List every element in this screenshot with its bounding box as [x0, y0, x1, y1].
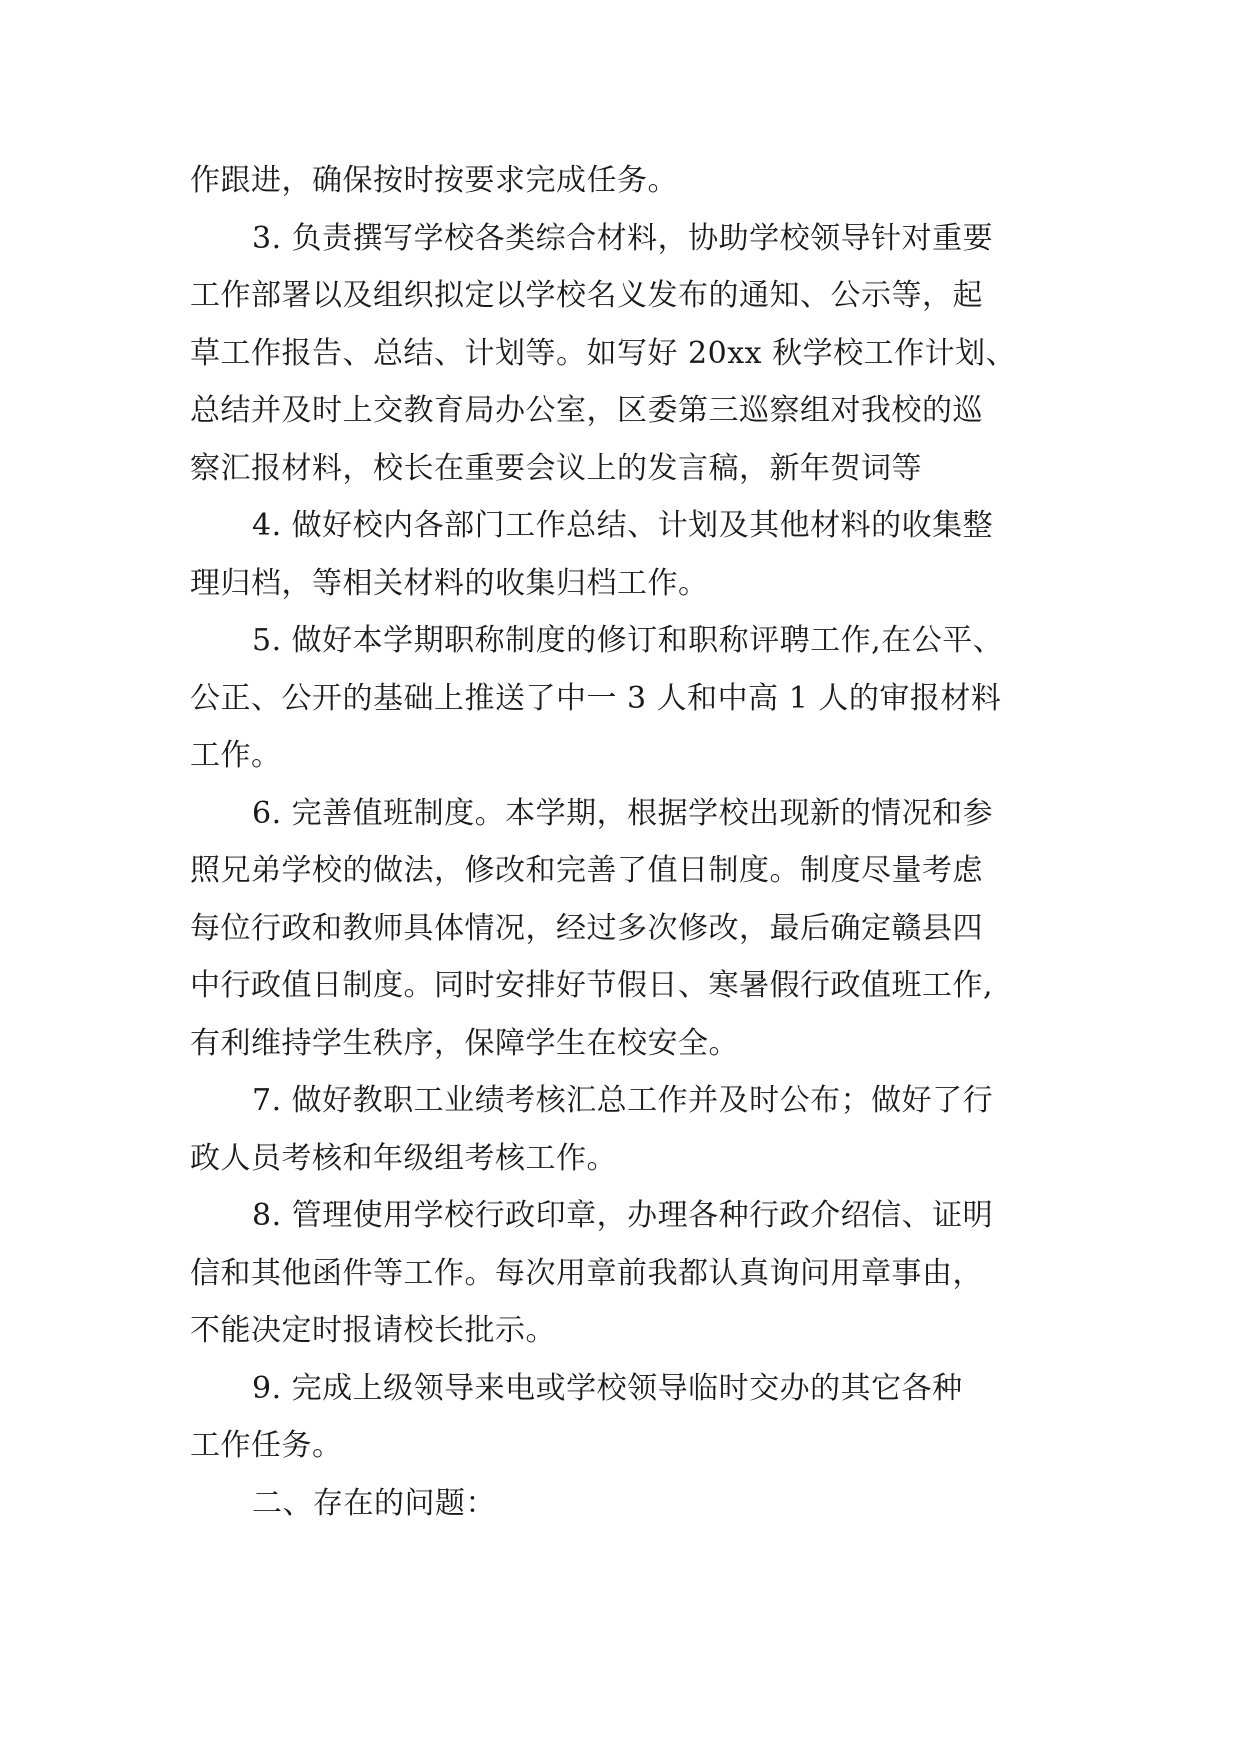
text-line: 草工作报告、总结、计划等。如写好 20xx 秋学校工作计划、 — [190, 335, 1017, 371]
text-line: 作跟进，确保按时按要求完成任务。 — [190, 163, 678, 198]
text-line: 公正、公开的基础上推送了中一 3 人和中高 1 人的审报材料 — [190, 680, 1002, 716]
paragraph-item-5 — [190, 612, 1050, 785]
heading-text: 二、存在的问题： — [252, 1485, 496, 1521]
text-line: 8. 管理使用学校行政印章，办理各种行政介绍信、证明 — [252, 1198, 994, 1233]
paragraph-item-7 — [190, 1072, 1050, 1187]
paragraph-item-8 — [190, 1187, 1050, 1360]
text-line: 政人员考核和年级组考核工作。 — [190, 1140, 617, 1176]
text-line: 信和其他函件等工作。每次用章前我都认真询问用章事由， — [190, 1255, 983, 1291]
paragraph-item-6 — [190, 785, 1050, 1073]
text-line: 工作任务。 — [190, 1428, 343, 1463]
text-line: 不能决定时报请校长批示。 — [190, 1313, 556, 1348]
text-line: 4. 做好校内各部门工作总结、计划及其他材料的收集整 — [252, 508, 994, 543]
text-line: 有利维持学生秩序，保障学生在校安全。 — [190, 1025, 739, 1061]
text-line: 5. 做好本学期职称制度的修订和职称评聘工作,在公平、 — [252, 623, 1004, 658]
text-line: 7. 做好教职工业绩考核汇总工作并及时公布；做好了行 — [252, 1083, 994, 1118]
text-line: 察汇报材料，校长在重要会议上的发言稿，新年贺词等 — [190, 450, 922, 486]
text-line: 6. 完善值班制度。本学期，根据学校出现新的情况和参 — [252, 795, 994, 831]
text-line: 9. 完成上级领导来电或学校领导临时交办的其它各种 — [252, 1370, 963, 1406]
text-line: 3. 负责撰写学校各类综合材料，协助学校领导针对重要 — [252, 220, 994, 256]
text-line: 理归档，等相关材料的收集归档工作。 — [190, 565, 709, 601]
text-line: 工作部署以及组织拟定以学校名义发布的通知、公示等，起 — [190, 278, 983, 313]
text-line: 照兄弟学校的做法，修改和完善了值日制度。制度尽量考虑 — [190, 853, 983, 888]
section-heading — [190, 1475, 1050, 1533]
text-line: 总结并及时上交教育局办公室，区委第三巡察组对我校的巡 — [190, 393, 983, 428]
paragraph-item-3 — [190, 210, 1050, 498]
paragraph-item-4 — [190, 497, 1050, 612]
document-body — [190, 152, 1050, 1532]
text-line: 中行政值日制度。同时安排好节假日、寒暑假行政值班工作, — [190, 968, 994, 1003]
paragraph-item-9 — [190, 1360, 1050, 1475]
text-line: 工作。 — [190, 738, 282, 773]
text-line: 每位行政和教师具体情况，经过多次修改，最后确定赣县四 — [190, 910, 983, 946]
paragraph-continuation — [190, 152, 1050, 210]
